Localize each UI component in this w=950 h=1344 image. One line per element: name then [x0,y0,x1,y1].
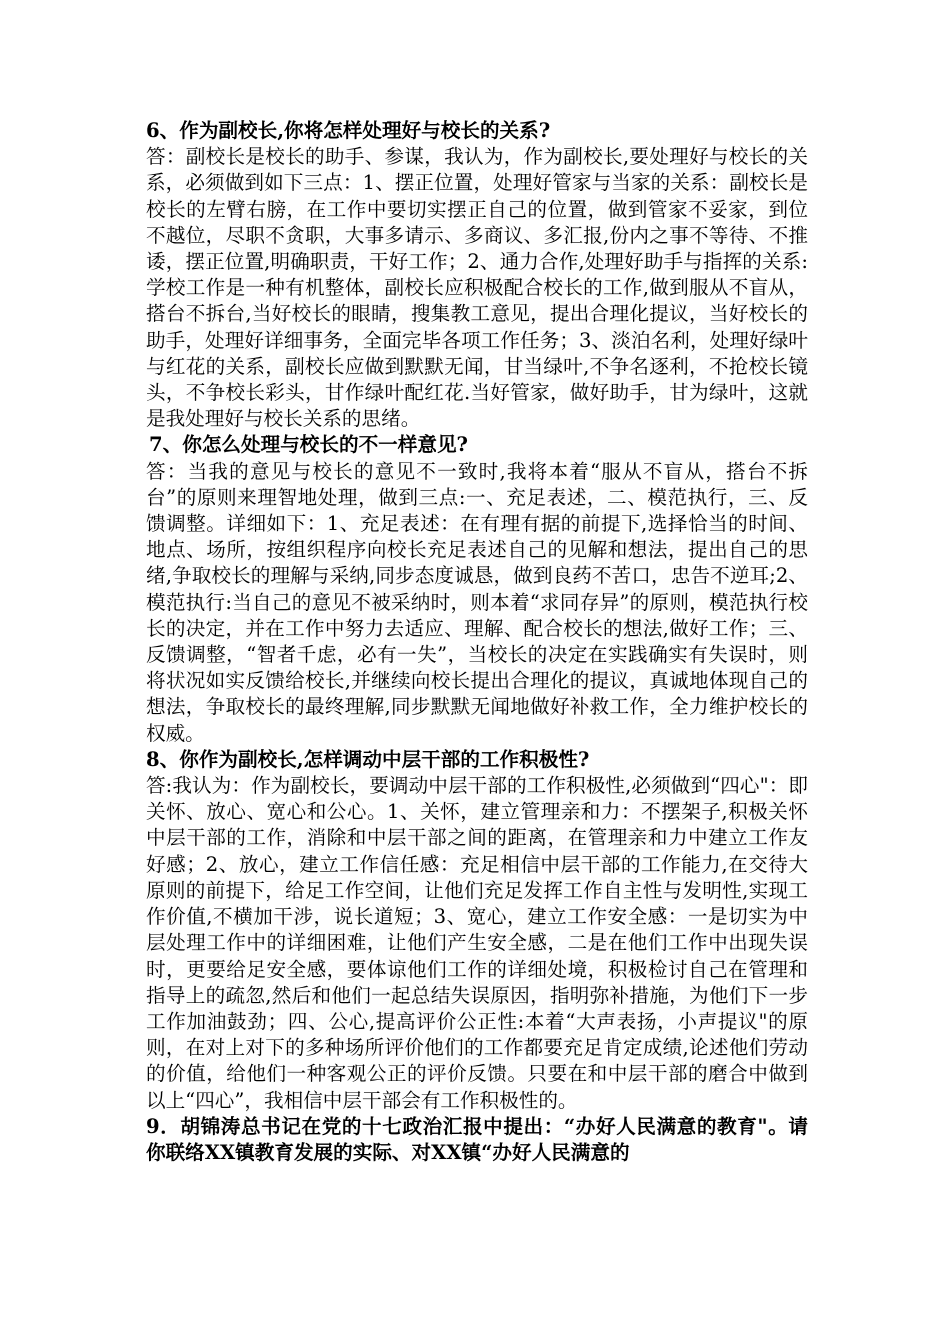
question-9-heading: 9．胡锦涛总书记在党的十七政治汇报中提出：“办好人民满意的教育"。请你联络XX镇教育发展的实际、对XX镇“办好人民满意的 [146,1114,808,1164]
question-8-answer: 答:我认为：作为副校长，要调动中层干部的工作积极性,必须做到“四心"：即关怀、放心、宽心和公心。1、关怀，建立管理亲和力：不摆架子,积极关怀中层干部的工作，消除和中层干部之间的距离，在管理亲和力中建立工作友好感；2、放心，建立工作信任感：充足相信中层干部的工作能力,在交待大原则的前提下，给足工作空间，让他们充足发挥工作自主性与发明性,实现工作价值,不横加干涉，说长道短；3、宽心，建立工作安全感：一是切实为中层处理工作中的详细困难，让他们产生安全感，二是在他们工作中出现失误时，更要给足安全感，要体谅他们工作的详细处境，积极检讨自己在管理和指导上的疏忽,然后和他们一起总结失误原因，指明弥补措施，为他们下一步工作加油鼓劲；四、公心,提高评价公正性:本着“大声表扬，小声提议"的原则，在对上对下的多种场所评价他们的工作都要充足肯定成绩,论述他们劳动的价值，给他们一种客观公正的评价反馈。只要在和中层干部的磨合中做到以上“四心”，我相信中层干部会有工作积极性的。 [146,774,808,1112]
document-page [146,118,808,1166]
question-6-heading: 6、作为副校长,你将怎样处理好与校长的关系? [146,119,551,142]
question-7-answer: 答：当我的意见与校长的意见不一致时,我将本着“服从不盲从，搭台不拆台”的原则来理智地处理，做到三点:一、充足表述，二、模范执行，三、反馈调整。详细如下：1、充足表述：在有理有据的前提下,选择恰当的时间、地点、场所，按组织程序向校长充足表述自己的见解和想法，提出自己的思绪,争取校长的理解与采纳,同步态度诚恳，做到良药不苦口，忠告不逆耳;2、模范执行:当自己的意见不被采纳时，则本着“求同存异”的原则，模范执行校长的决定，并在工作中努力去适应、理解、配合校长的想法,做好工作；三、反馈调整，“智者千虑，必有一失”，当校长的决定在实践确实有失误时，则将状况如实反馈给校长,并继续向校长提出合理化的提议，真诚地体现自己的想法，争取校长的最终理解,同步默默无闻地做好补救工作，全力维护校长的权威。 [146,459,808,745]
question-7-heading: 7、你怎么处理与校长的不一样意见? [149,433,469,457]
question-8-heading: 8、你作为副校长,怎样调动中层干部的工作积极性? [146,747,590,771]
question-6-answer: 答：副校长是校长的助手、参谋，我认为，作为副校长,要处理好与校长的关系，必须做到如下三点：1、摆正位置，处理好管家与当家的关系：副校长是校长的左臂右膀，在工作中要切实摆正自己的位置，做到管家不妥家，到位不越位，尽职不贪职，大事多请示、多商议、多汇报,份内之事不等待、不推诿，摆正位置,明确职责，干好工作；2、通力合作,处理好助手与指挥的关系:学校工作是一种有机整体，副校长应积极配合校长的工作,做到服从不盲从，搭台不拆台,当好校长的眼睛，搜集教工意见，提出合理化提议，当好校长的助手，处理好详细事务，全面完毕各项工作任务；3、淡泊名利，处理好绿叶与红花的关系，副校长应做到默默无闻，甘当绿叶,不争名逐利，不抢校长镜头，不争校长彩头，甘作绿叶配红花.当好管家，做好助手，甘为绿叶，这就是我处理好与校长关系的思绪。 [146,145,808,431]
